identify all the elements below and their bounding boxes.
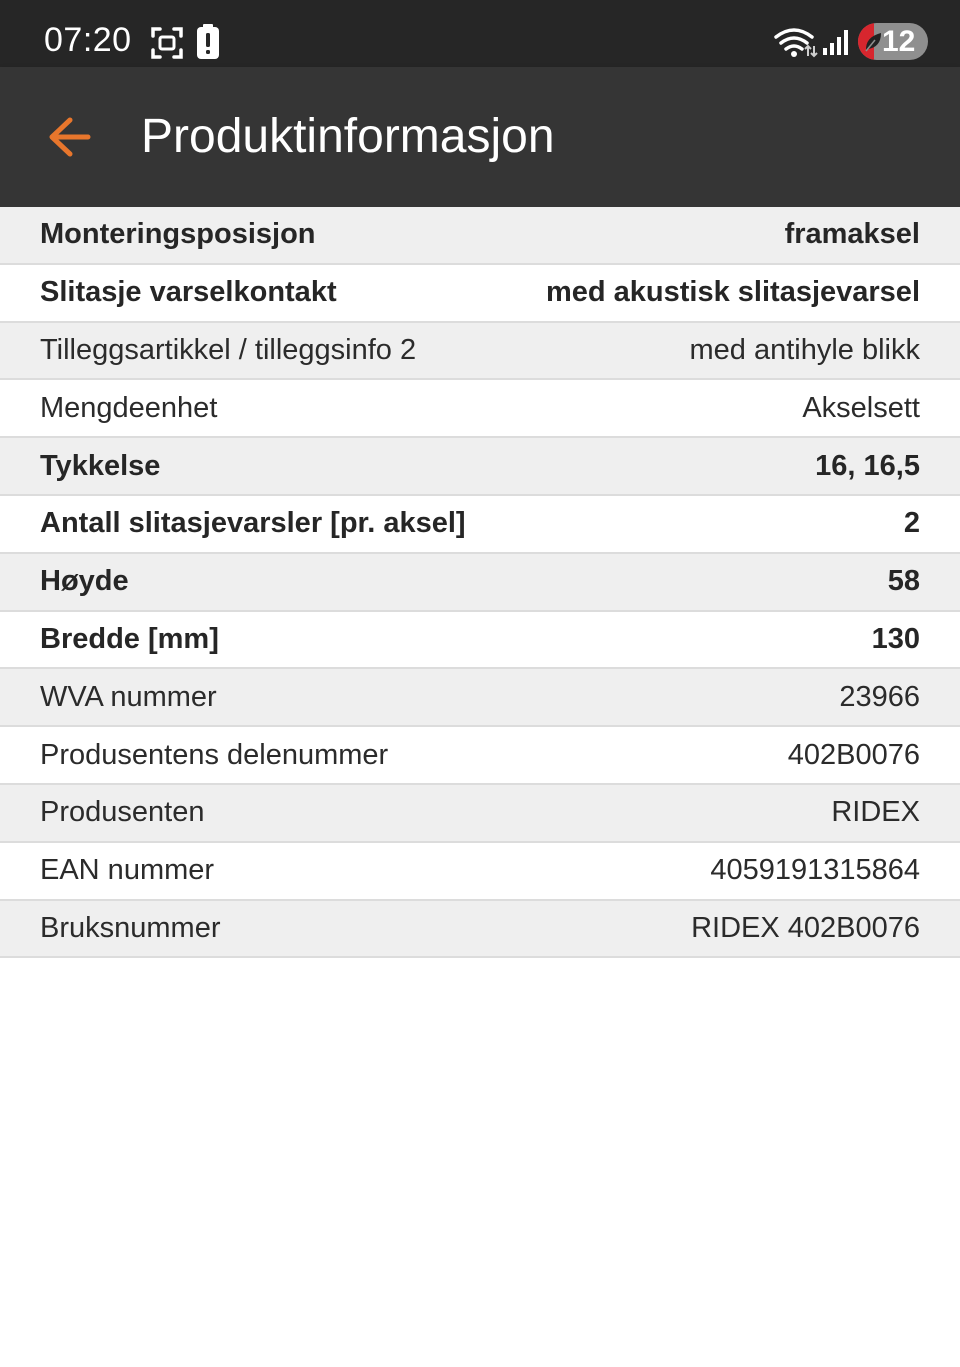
- spec-label: Høyde: [40, 565, 129, 598]
- spec-label: Antall slitasjevarsler [pr. aksel]: [40, 507, 466, 540]
- screenshot-icon: [150, 26, 184, 60]
- spec-row: [0, 380, 960, 438]
- spec-value: RIDEX 402B0076: [691, 911, 920, 944]
- product-spec-list: [0, 207, 960, 958]
- spec-label: Monteringsposisjon: [40, 218, 316, 251]
- spec-value: framaksel: [784, 218, 920, 251]
- spec-label: Bredde [mm]: [40, 622, 219, 655]
- spec-row: [0, 438, 960, 496]
- spec-value: 130: [871, 622, 920, 655]
- spec-label: Produsenten: [40, 796, 205, 829]
- spec-value: 16, 16,5: [815, 449, 920, 482]
- battery-alert-icon: [196, 24, 220, 60]
- page-title: Produktinformasjon: [141, 110, 555, 163]
- spec-value: Akselsett: [802, 391, 920, 424]
- spec-label: Produsentens delenummer: [40, 738, 389, 771]
- spec-label: Mengdeenhet: [40, 391, 218, 424]
- spec-row: [0, 207, 960, 265]
- spec-value: RIDEX: [831, 796, 920, 829]
- spec-label: Bruksnummer: [40, 911, 221, 944]
- spec-row: [0, 727, 960, 785]
- spec-row: [0, 554, 960, 612]
- spec-row: [0, 496, 960, 554]
- signal-icon: [822, 28, 850, 56]
- spec-row: [0, 901, 960, 959]
- spec-row: [0, 843, 960, 901]
- back-button[interactable]: [40, 107, 100, 167]
- spec-value: med akustisk slitasjevarsel: [545, 276, 920, 309]
- spec-row: [0, 265, 960, 323]
- spec-value: 23966: [839, 680, 920, 713]
- spec-row: [0, 785, 960, 843]
- spec-label: EAN nummer: [40, 854, 215, 887]
- spec-value: 4059191315864: [710, 854, 920, 887]
- arrow-left-icon: [40, 107, 100, 167]
- spec-value: 402B0076: [787, 738, 920, 771]
- spec-label: Slitasje varselkontakt: [40, 276, 337, 309]
- spec-value: 58: [887, 565, 920, 598]
- spec-label: Tykkelse: [40, 449, 161, 482]
- status-bar: [0, 0, 960, 67]
- spec-label: WVA nummer: [40, 680, 217, 713]
- leaf-icon: [863, 31, 883, 53]
- status-time: 07:20: [44, 21, 132, 59]
- spec-label: Tilleggsartikkel / tilleggsinfo 2: [40, 333, 417, 366]
- spec-row: [0, 669, 960, 727]
- battery-level: 12: [882, 25, 916, 58]
- wifi-icon: [774, 26, 818, 58]
- battery-indicator: [858, 23, 928, 60]
- spec-value: 2: [903, 507, 920, 540]
- app-bar: [0, 67, 960, 207]
- spec-value: med antihyle blikk: [689, 333, 920, 366]
- spec-row: [0, 323, 960, 381]
- spec-row: [0, 612, 960, 670]
